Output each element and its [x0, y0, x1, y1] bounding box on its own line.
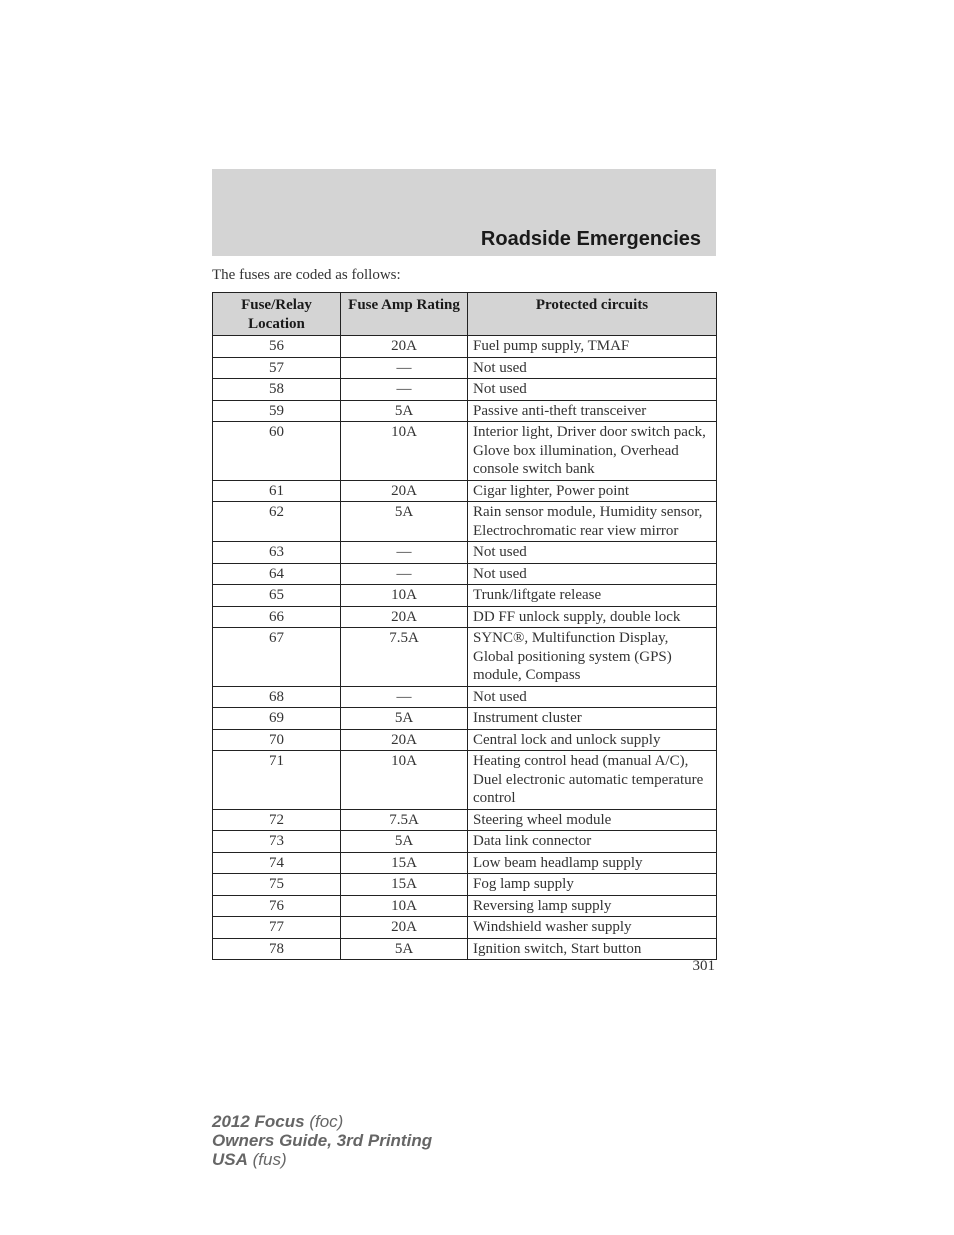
table-row — [213, 708, 717, 730]
cell-location: 67 — [213, 628, 341, 687]
table-row — [213, 542, 717, 564]
cell-circuits: Fog lamp supply — [468, 874, 717, 896]
footer-region-code: (fus) — [252, 1150, 287, 1169]
table-header-row — [213, 293, 717, 336]
cell-location: 63 — [213, 542, 341, 564]
cell-location: 75 — [213, 874, 341, 896]
cell-rating: 5A — [341, 708, 468, 730]
cell-rating: 20A — [341, 917, 468, 939]
cell-circuits: Not used — [468, 686, 717, 708]
table-row — [213, 563, 717, 585]
table-row — [213, 422, 717, 481]
cell-location: 71 — [213, 751, 341, 810]
footer-guide: Owners Guide, 3rd Printing — [212, 1131, 433, 1150]
table-row — [213, 852, 717, 874]
cell-location: 57 — [213, 357, 341, 379]
cell-circuits: Passive anti-theft transceiver — [468, 400, 717, 422]
cell-circuits: Rain sensor module, Humidity sensor, Electrochromatic rear view mirror — [468, 502, 717, 542]
cell-location: 65 — [213, 585, 341, 607]
cell-location: 60 — [213, 422, 341, 481]
cell-location: 77 — [213, 917, 341, 939]
cell-location: 73 — [213, 831, 341, 853]
cell-circuits: Heating control head (manual A/C), Duel electronic automatic temperature control — [468, 751, 717, 810]
table-body — [213, 336, 717, 960]
cell-rating: 20A — [341, 606, 468, 628]
cell-location: 76 — [213, 895, 341, 917]
cell-rating: 7.5A — [341, 628, 468, 687]
footer-line-2 — [212, 1131, 432, 1150]
cell-circuits: Trunk/liftgate release — [468, 585, 717, 607]
footer-model-code: (foc) — [309, 1112, 344, 1131]
section-header-band — [212, 169, 716, 256]
cell-rating: 5A — [341, 502, 468, 542]
footer-line-1 — [212, 1112, 432, 1131]
page-number: 301 — [692, 958, 715, 974]
cell-circuits: Low beam headlamp supply — [468, 852, 717, 874]
cell-circuits: Reversing lamp supply — [468, 895, 717, 917]
cell-location: 58 — [213, 379, 341, 401]
cell-location: 64 — [213, 563, 341, 585]
cell-rating: — — [341, 379, 468, 401]
cell-location: 59 — [213, 400, 341, 422]
cell-location: 61 — [213, 480, 341, 502]
cell-circuits: Instrument cluster — [468, 708, 717, 730]
section-title: Roadside Emergencies — [480, 228, 701, 250]
cell-location: 62 — [213, 502, 341, 542]
cell-rating: 20A — [341, 336, 468, 358]
cell-rating: 7.5A — [341, 809, 468, 831]
table-row — [213, 831, 717, 853]
cell-location: 56 — [213, 336, 341, 358]
table-row — [213, 809, 717, 831]
cell-circuits: Ignition switch, Start button — [468, 938, 717, 960]
cell-circuits: Steering wheel module — [468, 809, 717, 831]
cell-rating: 15A — [341, 852, 468, 874]
footer-model: 2012 Focus — [212, 1112, 305, 1131]
footer-line-3 — [212, 1150, 432, 1169]
column-header-rating: Fuse Amp Rating — [341, 293, 468, 336]
cell-circuits: Not used — [468, 542, 717, 564]
table-row — [213, 357, 717, 379]
cell-rating: 10A — [341, 895, 468, 917]
table-row — [213, 917, 717, 939]
cell-rating: 20A — [341, 729, 468, 751]
table-row — [213, 480, 717, 502]
cell-circuits: Not used — [468, 357, 717, 379]
cell-rating: 10A — [341, 751, 468, 810]
cell-rating: — — [341, 686, 468, 708]
cell-rating: 5A — [341, 938, 468, 960]
cell-location: 69 — [213, 708, 341, 730]
cell-circuits: Windshield washer supply — [468, 917, 717, 939]
table-row — [213, 606, 717, 628]
cell-circuits: Not used — [468, 563, 717, 585]
cell-rating: 15A — [341, 874, 468, 896]
table-row — [213, 502, 717, 542]
table-row — [213, 938, 717, 960]
table-row — [213, 379, 717, 401]
cell-rating: 20A — [341, 480, 468, 502]
table-row — [213, 686, 717, 708]
cell-location: 72 — [213, 809, 341, 831]
column-header-location: Fuse/Relay Location — [213, 293, 341, 336]
cell-rating: 10A — [341, 422, 468, 481]
cell-rating: 5A — [341, 831, 468, 853]
footer-region: USA — [212, 1150, 248, 1169]
cell-circuits: SYNC®, Multifunction Display, Global positioning system (GPS) module, Compass — [468, 628, 717, 687]
intro-text: The fuses are coded as follows: — [212, 267, 401, 283]
cell-rating: 5A — [341, 400, 468, 422]
cell-location: 68 — [213, 686, 341, 708]
cell-circuits: Fuel pump supply, TMAF — [468, 336, 717, 358]
table-row — [213, 874, 717, 896]
table-row — [213, 895, 717, 917]
fuse-table — [212, 292, 717, 960]
cell-circuits: Data link connector — [468, 831, 717, 853]
cell-circuits: Cigar lighter, Power point — [468, 480, 717, 502]
cell-location: 74 — [213, 852, 341, 874]
table-row — [213, 628, 717, 687]
table-row — [213, 400, 717, 422]
cell-location: 66 — [213, 606, 341, 628]
cell-location: 70 — [213, 729, 341, 751]
cell-rating: — — [341, 563, 468, 585]
table-row — [213, 751, 717, 810]
cell-rating: — — [341, 357, 468, 379]
table-row — [213, 585, 717, 607]
cell-rating: 10A — [341, 585, 468, 607]
cell-location: 78 — [213, 938, 341, 960]
cell-rating: — — [341, 542, 468, 564]
cell-circuits: DD FF unlock supply, double lock — [468, 606, 717, 628]
cell-circuits: Interior light, Driver door switch pack, Glove box illumination, Overhead console switch bank — [468, 422, 717, 481]
footer-imprint — [212, 1112, 432, 1169]
column-header-circuits: Protected circuits — [468, 293, 717, 336]
table-row — [213, 336, 717, 358]
table-row — [213, 729, 717, 751]
cell-circuits: Central lock and unlock supply — [468, 729, 717, 751]
cell-circuits: Not used — [468, 379, 717, 401]
